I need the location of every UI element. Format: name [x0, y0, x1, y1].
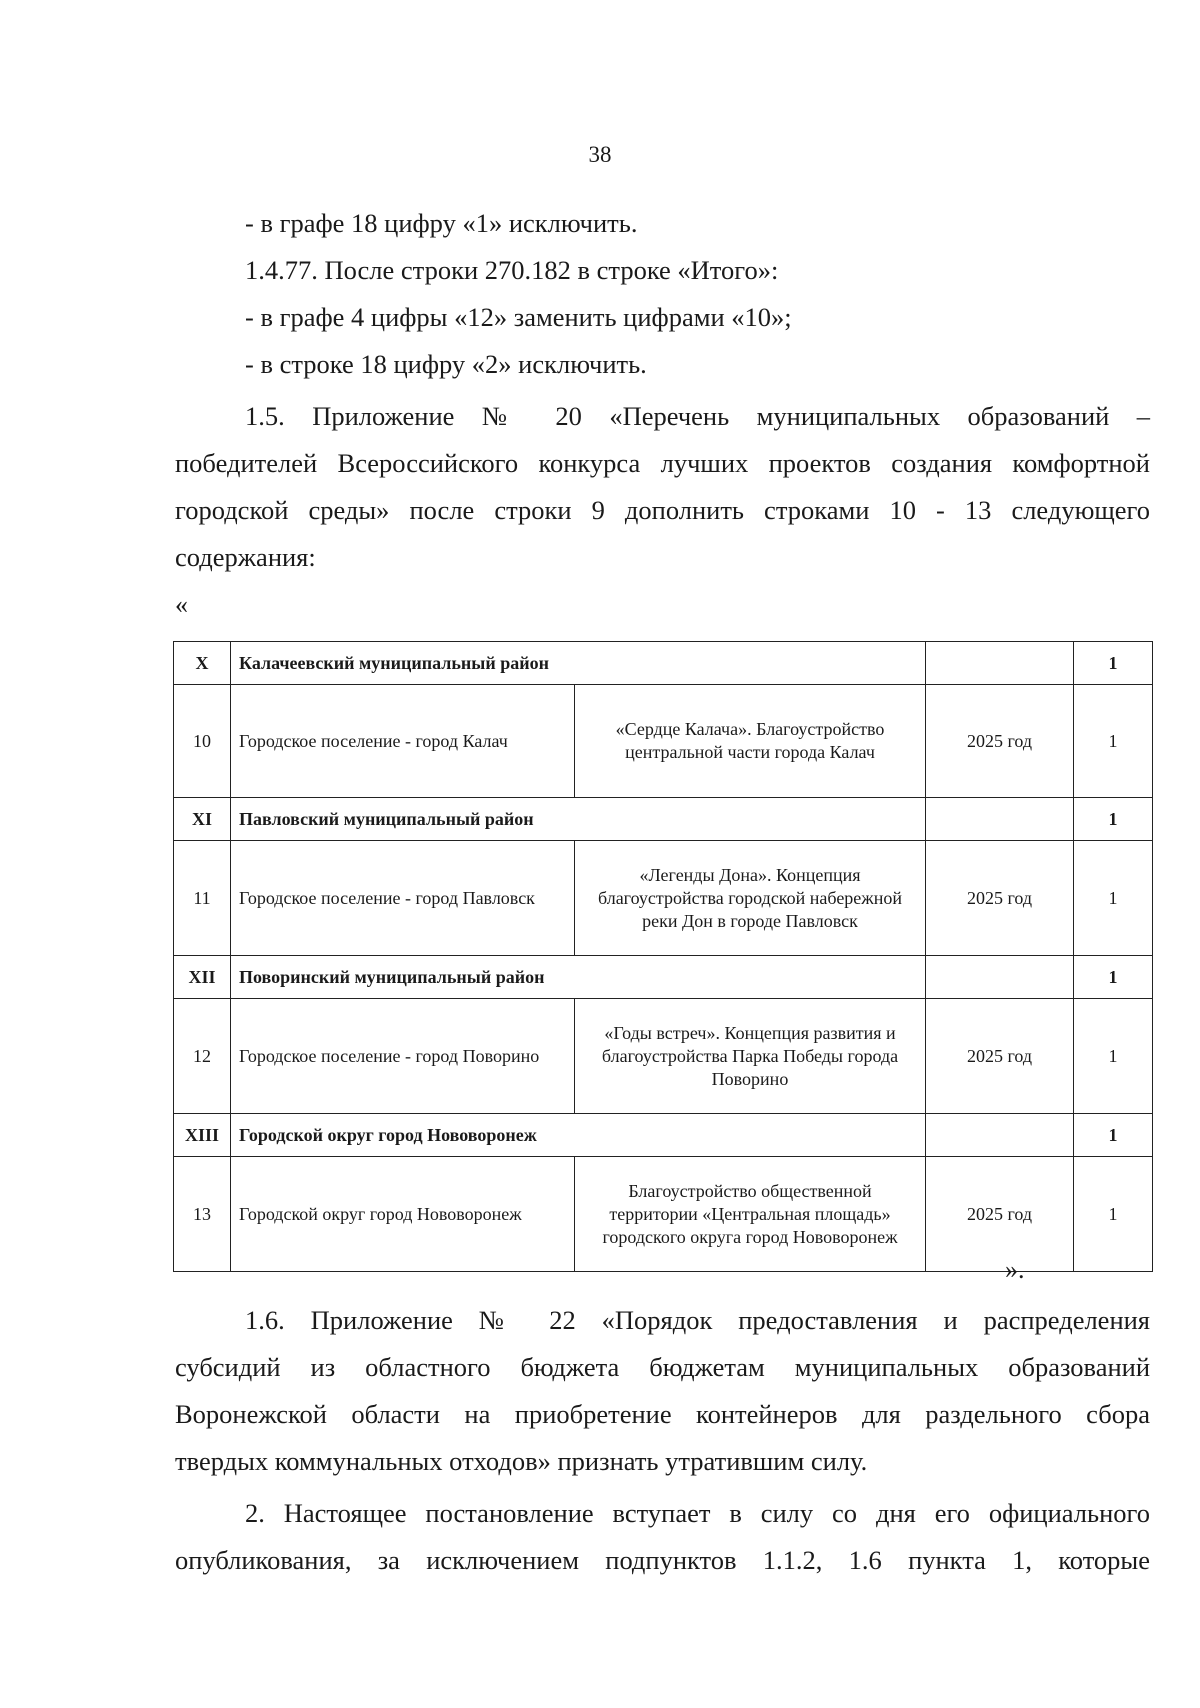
section-count: 1 — [1074, 956, 1153, 999]
settlement-name: Городское поселение - город Калач — [231, 685, 575, 798]
settlement-name: Городской округ город Нововоронеж — [231, 1157, 575, 1272]
table-row — [174, 999, 1153, 1114]
row-count: 1 — [1074, 685, 1153, 798]
amendment-line: 1.4.77. После строки 270.182 в строке «Итого»: — [245, 255, 779, 285]
section-name: Калачеевский муниципальный район — [231, 642, 926, 685]
settlement-name: Городское поселение - город Павловск — [231, 841, 575, 956]
page-number: 38 — [588, 142, 612, 167]
project-year: 2025 год — [926, 685, 1074, 798]
paragraph-1-5 — [175, 393, 1150, 581]
row-count: 1 — [1074, 999, 1153, 1114]
section-year-cell — [926, 798, 1074, 841]
paragraph-line: городской среды» после строки 9 дополнить строками 10 - 13 следующего — [175, 495, 1150, 525]
amendment-line: - в графе 18 цифру «1» исключить. — [245, 208, 638, 238]
row-count: 1 — [1074, 1157, 1153, 1272]
closing-quote: ». — [1005, 1255, 1025, 1284]
section-name: Павловский муниципальный район — [231, 798, 926, 841]
row-number: 13 — [174, 1157, 231, 1272]
row-number: 11 — [174, 841, 231, 956]
row-number: 10 — [174, 685, 231, 798]
table-row — [174, 685, 1153, 798]
project-name: «Сердце Калача». Благоустройство центральной части города Калач — [575, 685, 926, 798]
opening-quote: « — [175, 590, 188, 619]
project-year: 2025 год — [926, 841, 1074, 956]
section-year-cell — [926, 642, 1074, 685]
paragraph-line: 2. Настоящее постановление вступает в силу со дня его официального — [245, 1498, 1150, 1528]
section-count: 1 — [1074, 642, 1153, 685]
section-name: Городской округ город Нововоронеж — [231, 1114, 926, 1157]
project-name: Благоустройство общественной территории «Центральная площадь» городского округа город Нововоронеж — [575, 1157, 926, 1272]
paragraph-line: 1.5. Приложение № 20 «Перечень муниципальных образований – — [245, 401, 1150, 431]
paragraph-line: Воронежской области на приобретение контейнеров для раздельного сбора — [175, 1399, 1150, 1429]
section-code: XIII — [174, 1114, 231, 1157]
section-row — [174, 1114, 1153, 1157]
paragraph-line: содержания: — [175, 542, 316, 572]
amendment-line: - в строке 18 цифру «2» исключить. — [245, 349, 647, 379]
winners-table — [173, 641, 1153, 1272]
section-year-cell — [926, 956, 1074, 999]
section-code: XII — [174, 956, 231, 999]
paragraph-line: субсидий из областного бюджета бюджетам муниципальных образований — [175, 1352, 1150, 1382]
section-count: 1 — [1074, 798, 1153, 841]
paragraph-line: победителей Всероссийского конкурса лучших проектов создания комфортной — [175, 448, 1150, 478]
paragraph-line: 1.6. Приложение № 22 «Порядок предоставления и распределения — [245, 1305, 1150, 1335]
section-row — [174, 642, 1153, 685]
project-year: 2025 год — [926, 999, 1074, 1114]
section-count: 1 — [1074, 1114, 1153, 1157]
project-name: «Годы встреч». Концепция развития и благоустройства Парка Победы города Поворино — [575, 999, 926, 1114]
paragraph-line: твердых коммунальных отходов» признать утратившим силу. — [175, 1446, 868, 1476]
settlement-name: Городское поселение - город Поворино — [231, 999, 575, 1114]
paragraph-2 — [175, 1490, 1150, 1584]
section-year-cell — [926, 1114, 1074, 1157]
table-row — [174, 841, 1153, 956]
section-code: X — [174, 642, 231, 685]
section-code: XI — [174, 798, 231, 841]
project-year: 2025 год — [926, 1157, 1074, 1272]
project-name: «Легенды Дона». Концепция благоустройства городской набережной реки Дон в городе Павловск — [575, 841, 926, 956]
amendment-lines — [175, 200, 1150, 388]
row-count: 1 — [1074, 841, 1153, 956]
amendment-line: - в графе 4 цифры «12» заменить цифрами «10»; — [245, 302, 792, 332]
section-row — [174, 798, 1153, 841]
section-name: Поворинский муниципальный район — [231, 956, 926, 999]
paragraph-1-6 — [175, 1297, 1150, 1485]
section-row — [174, 956, 1153, 999]
row-number: 12 — [174, 999, 231, 1114]
paragraph-line: опубликования, за исключением подпунктов 1.1.2, 1.6 пункта 1, которые — [175, 1545, 1150, 1575]
